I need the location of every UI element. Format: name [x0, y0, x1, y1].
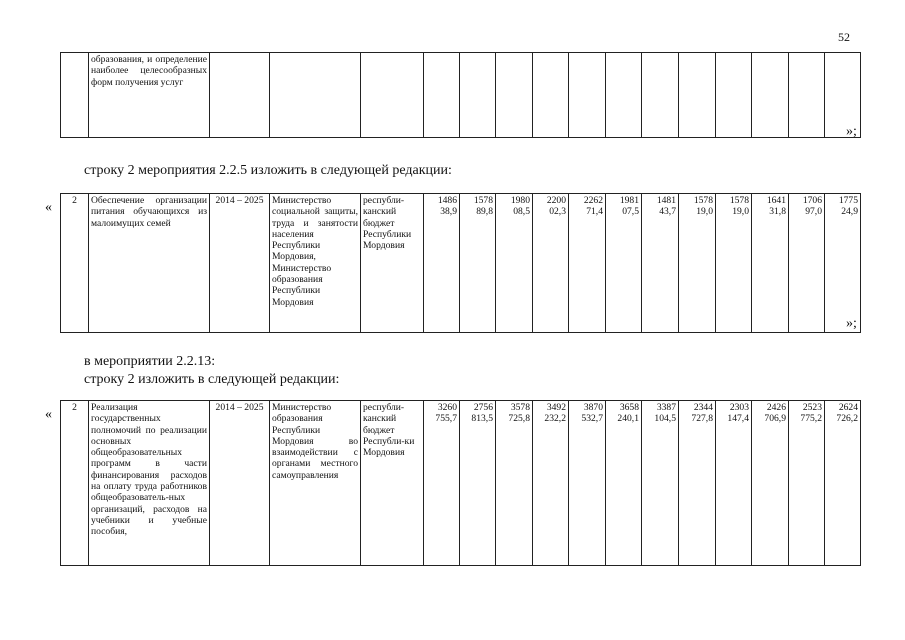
value-cell: 2303 147,4 [716, 401, 752, 566]
value-cell: 3387 104,5 [642, 401, 679, 566]
row-description: Обеспечение организации питания обучающихся из малоимущих семей [89, 194, 210, 333]
value-cell: 2523 775,2 [789, 401, 825, 566]
row-executor: Министерство социальной защиты, труда и занятости населения Республики Мордовия, Министерство образования Республики Мордовия [270, 194, 361, 333]
value-cell: 1486 38,9 [424, 194, 460, 333]
table-row [61, 194, 861, 333]
value-cell: 1578 89,8 [460, 194, 496, 333]
value-cell: 1641 31,8 [752, 194, 789, 333]
page-number: 52 [838, 30, 850, 44]
row-source: республи-канский бюджет Республики Мордовия [361, 194, 424, 333]
value-cell: 1706 97,0 [789, 194, 825, 333]
value-cell: 2344 727,8 [679, 401, 716, 566]
opening-quote: « [45, 407, 52, 422]
value-cell: 1578 19,0 [679, 194, 716, 333]
instruction-text: в мероприятии 2.2.13: [84, 354, 216, 369]
value-cell: 1578 19,0 [716, 194, 752, 333]
closing-quote: »; [846, 316, 857, 331]
value-cell: 2624 726,2 [825, 401, 861, 566]
value-cell: 3658 240,1 [606, 401, 642, 566]
value-cell: 1981 07,5 [606, 194, 642, 333]
table-measure-2-2-13 [60, 400, 861, 566]
table-row [61, 53, 861, 138]
row-number: 2 [61, 401, 89, 566]
row-description: Реализация государственных полномочий по реализации основных общеобразовательных программ в части финансирования расходов на оплату труда работников общеобразователь-ных организаций, расходов на учебники и учебные пособия, [89, 401, 210, 566]
value-cell: 3260 755,7 [424, 401, 460, 566]
opening-quote: « [45, 200, 52, 215]
value-cell: 3578 725,8 [496, 401, 533, 566]
row-executor: Министерство образования Республики Мордовия во взаимодействии с органами местного самоуправления [270, 401, 361, 566]
instruction-text: строку 2 изложить в следующей редакции: [84, 372, 340, 387]
value-cell: 1775 24,9 [825, 194, 861, 333]
row-source: республи-канский бюджет Республи-ки Мордовия [361, 401, 424, 566]
value-cell: 3492 232,2 [533, 401, 569, 566]
value-cell: 2426 706,9 [752, 401, 789, 566]
row-period: 2014 – 2025 [210, 194, 270, 333]
row-description: образования, и определение наиболее целесообразных форм получения услуг [89, 53, 210, 138]
table-measure-2-2-5 [60, 193, 861, 333]
value-cell: 1980 08,5 [496, 194, 533, 333]
closing-quote: »; [846, 124, 857, 139]
value-cell: 2262 71,4 [569, 194, 606, 333]
table-row [61, 401, 861, 566]
value-cell: 2200 02,3 [533, 194, 569, 333]
table-fragment-top [60, 52, 861, 138]
row-period: 2014 – 2025 [210, 401, 270, 566]
instruction-text: строку 2 мероприятия 2.2.5 изложить в следующей редакции: [84, 163, 452, 178]
value-cell: 3870 532,7 [569, 401, 606, 566]
row-number: 2 [61, 194, 89, 333]
value-cell: 2756 813,5 [460, 401, 496, 566]
value-cell: 1481 43,7 [642, 194, 679, 333]
